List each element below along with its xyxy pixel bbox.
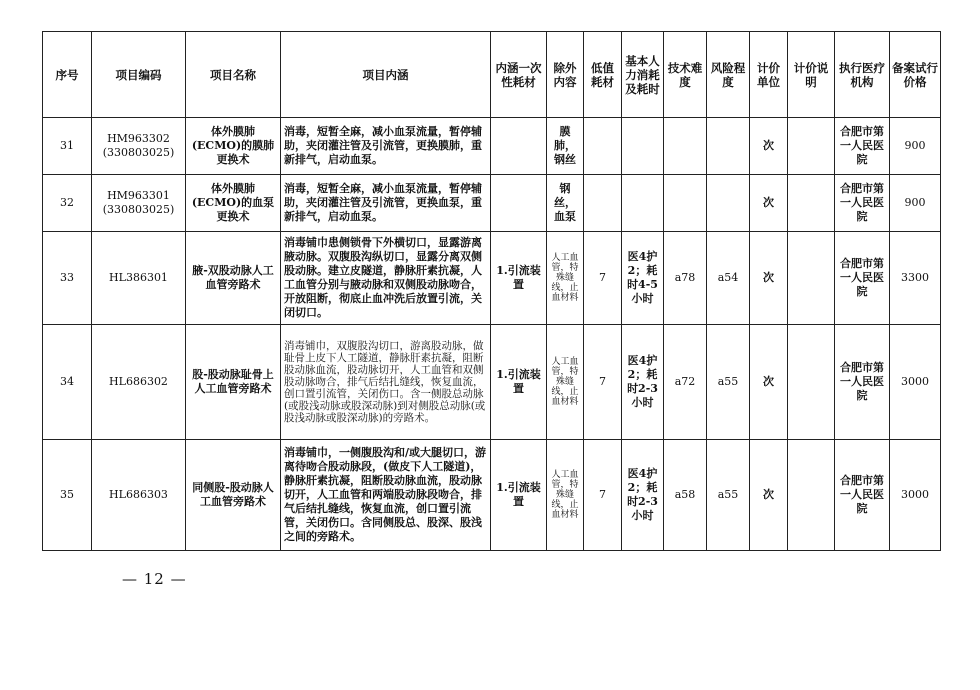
- cell-low-value: [584, 118, 622, 175]
- code-primary: HL686303: [109, 488, 168, 501]
- cell-name: 股-股动脉耻骨上人工血管旁路术: [186, 325, 281, 440]
- cell-exclusions: 钢丝，血泵: [547, 175, 584, 232]
- cell-pricing-note: [788, 325, 835, 440]
- cell-name: 同侧股-股动脉人工血管旁路术: [186, 440, 281, 551]
- cell-institution: 合肥市第一人民医院: [835, 440, 890, 551]
- header-content: 项目内涵: [281, 32, 491, 118]
- table-row: [43, 440, 941, 551]
- cell-price: 900: [890, 175, 941, 232]
- cell-labor: 医4护2；耗时4-5小时: [622, 232, 664, 325]
- cell-code: [92, 440, 186, 551]
- header-seq: 序号: [43, 32, 92, 118]
- cell-labor: 医4护2；耗时2-3小时: [622, 440, 664, 551]
- cell-code: [92, 325, 186, 440]
- cell-consumables: [491, 175, 547, 232]
- cell-low-value: 7: [584, 440, 622, 551]
- cell-risk-level: [707, 175, 750, 232]
- header-name: 项目名称: [186, 32, 281, 118]
- cell-price: 3300: [890, 232, 941, 325]
- cell-name: 腋-双股动脉人工血管旁路术: [186, 232, 281, 325]
- cell-tech-difficulty: a78: [664, 232, 707, 325]
- pricing-table: [42, 31, 941, 551]
- cell-name: 体外膜肺(ECMO)的血泵更换术: [186, 175, 281, 232]
- cell-seq: 33: [43, 232, 92, 325]
- cell-unit: 次: [750, 325, 788, 440]
- cell-consumables: [491, 118, 547, 175]
- cell-risk-level: [707, 118, 750, 175]
- cell-price: 900: [890, 118, 941, 175]
- cell-content: 消毒铺巾，双腹股沟切口，游离股动脉，做耻骨上皮下人工隧道，静脉肝素抗凝，阻断股动脉血流，股动脉切开，人工血管和双侧股动脉吻合，排气后结扎缝线，恢复血流，创口置引流管，关闭伤口。含一侧股总动脉(或股浅动脉或股深动脉)到对侧股总动脉(或股浅动脉或股深动脉)的旁路术。: [281, 325, 491, 440]
- header-risk-level: 风险程度: [707, 32, 750, 118]
- header-row: [43, 32, 941, 118]
- table-row: [43, 325, 941, 440]
- cell-low-value: [584, 175, 622, 232]
- code-primary: HL686302: [109, 375, 168, 388]
- code-primary: HM963301: [107, 189, 170, 202]
- cell-name: 体外膜肺(ECMO)的膜肺更换术: [186, 118, 281, 175]
- cell-exclusions: 人工血管，特殊缝线，止血材料: [547, 325, 584, 440]
- cell-tech-difficulty: a72: [664, 325, 707, 440]
- cell-labor: [622, 175, 664, 232]
- cell-content: 消毒，短暂全麻，减小血泵流量，暂停辅助，夹闭灌注管及引流管，更换血泵，重新排气，启动血泵。: [281, 175, 491, 232]
- cell-pricing-note: [788, 232, 835, 325]
- header-pricing-note: 计价说明: [788, 32, 835, 118]
- cell-risk-level: a55: [707, 325, 750, 440]
- header-labor: 基本人力消耗及耗时: [622, 32, 664, 118]
- code-alt: (330803025): [102, 146, 175, 159]
- cell-pricing-note: [788, 118, 835, 175]
- cell-pricing-note: [788, 440, 835, 551]
- cell-content: 消毒铺巾，一侧腹股沟和/或大腿切口，游离待吻合股动脉段，(做皮下人工隧道)，静脉肝素抗凝，阻断股动脉血流，股动脉切开，人工血管和两端股动脉段吻合，排气后结扎缝线，恢复血流，创口置引流管，关闭伤口。含同侧股总、股深、股浅之间的旁路术。: [281, 440, 491, 551]
- cell-pricing-note: [788, 175, 835, 232]
- cell-low-value: 7: [584, 232, 622, 325]
- table-row: [43, 118, 941, 175]
- cell-low-value: 7: [584, 325, 622, 440]
- cell-tech-difficulty: [664, 118, 707, 175]
- cell-unit: 次: [750, 232, 788, 325]
- cell-consumables: 1.引流装置: [491, 325, 547, 440]
- header-exclusions: 除外内容: [547, 32, 584, 118]
- cell-code: [92, 232, 186, 325]
- cell-unit: 次: [750, 118, 788, 175]
- cell-price: 3000: [890, 440, 941, 551]
- cell-unit: 次: [750, 440, 788, 551]
- cell-seq: 31: [43, 118, 92, 175]
- header-price: 备案试行价格: [890, 32, 941, 118]
- cell-seq: 35: [43, 440, 92, 551]
- header-tech-difficulty: 技术难度: [664, 32, 707, 118]
- code-primary: HM963302: [107, 132, 170, 145]
- header-consumables: 内涵一次性耗材: [491, 32, 547, 118]
- cell-labor: 医4护2；耗时2-3小时: [622, 325, 664, 440]
- cell-institution: 合肥市第一人民医院: [835, 232, 890, 325]
- cell-code: [92, 175, 186, 232]
- code-alt: (330803025): [102, 203, 175, 216]
- cell-tech-difficulty: [664, 175, 707, 232]
- cell-code: [92, 118, 186, 175]
- cell-tech-difficulty: a58: [664, 440, 707, 551]
- cell-price: 3000: [890, 325, 941, 440]
- cell-exclusions: 人工血管，特殊缝线，止血材料: [547, 440, 584, 551]
- header-institution: 执行医疗机构: [835, 32, 890, 118]
- code-primary: HL386301: [109, 271, 168, 284]
- cell-seq: 34: [43, 325, 92, 440]
- cell-risk-level: a54: [707, 232, 750, 325]
- cell-consumables: 1.引流装置: [491, 440, 547, 551]
- cell-institution: 合肥市第一人民医院: [835, 175, 890, 232]
- cell-content: 消毒铺巾患侧锁骨下外横切口，显露游离腋动脉。双腹股沟纵切口，显露分离双侧股动脉。建立皮隧道，静脉肝素抗凝，人工血管分别与腋动脉和双侧股动脉吻合，开放阻断，彻底止血冲洗后放置引流，关闭切口。: [281, 232, 491, 325]
- cell-content: 消毒，短暂全麻，减小血泵流量，暂停辅助，夹闭灌注管及引流管，更换膜肺，重新排气，启动血泵。: [281, 118, 491, 175]
- cell-labor: [622, 118, 664, 175]
- cell-unit: 次: [750, 175, 788, 232]
- page-number: — 12 —: [122, 570, 187, 588]
- cell-exclusions: 人工血管，特殊缝线，止血材料: [547, 232, 584, 325]
- cell-consumables: 1.引流装置: [491, 232, 547, 325]
- table-row: [43, 232, 941, 325]
- cell-institution: 合肥市第一人民医院: [835, 118, 890, 175]
- header-unit: 计价单位: [750, 32, 788, 118]
- header-low-value: 低值耗材: [584, 32, 622, 118]
- table-row: [43, 175, 941, 232]
- cell-seq: 32: [43, 175, 92, 232]
- cell-institution: 合肥市第一人民医院: [835, 325, 890, 440]
- header-code: 项目编码: [92, 32, 186, 118]
- cell-risk-level: a55: [707, 440, 750, 551]
- cell-exclusions: 膜肺，钢丝: [547, 118, 584, 175]
